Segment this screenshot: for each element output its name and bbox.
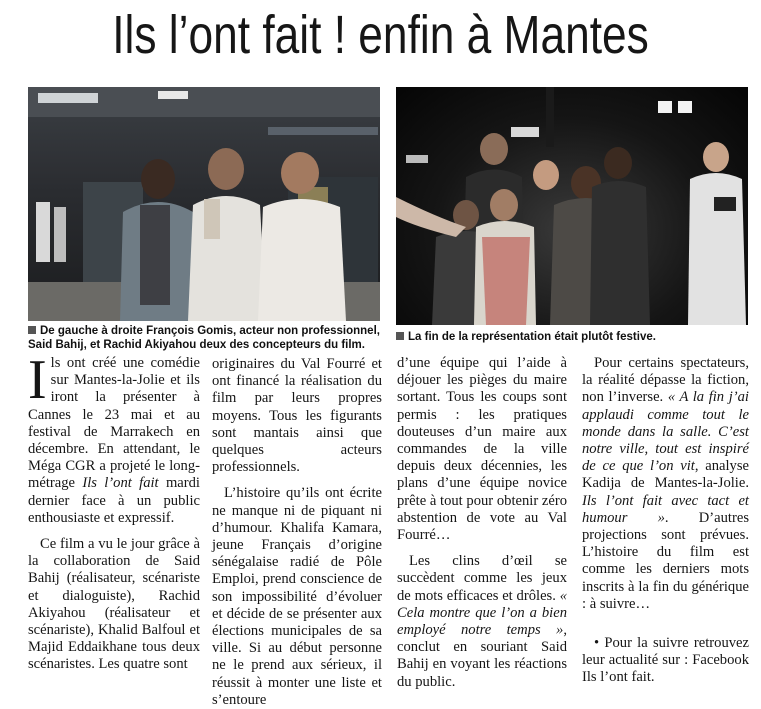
right-caption-text: La fin de la représentation était plutôt festive.	[408, 331, 656, 343]
paragraph-collaboration: Ce film a vu le jour grâce à la collaboration de Said Bahij (réalisateur, scénariste et dialoguiste), Rachid Akiyahou (réalisateur et scénariste), Khalid Balfoul et Majid Eddaikhane tous deux scénaristes. Les quatre sont	[28, 536, 200, 673]
winks-end: , conclut en souriant Said Bahij en voyant les réactions du public.	[397, 622, 567, 690]
paragraph-intro	[28, 349, 200, 527]
article-column-4	[582, 355, 749, 687]
left-caption-text: De gauche à droite François Gomis, acteur non professionnel, Said Bahij, et Rachid Akiyahou deux des concepteurs du film.	[28, 325, 380, 351]
spectators-mid: , analyse Kadija de Mantes-la-Jolie.	[582, 458, 749, 492]
kadija-quote-2: Ils l’ont fait avec tact et humour »	[582, 492, 749, 526]
paragraph-story: L’histoire qu’ils ont écrite ne manque ni de piquant ni d’humour. Khalifa Kamara, jeune Français d’origine sénégalaise radié de Pôle Emploi, prend conscience de son impossibilité d’évoluer et décide de se présenter aux élections municipales de sa ville. Si au début personne ne le prend aux sérieux, il réussit à monter une liste et s’entoure	[212, 485, 382, 708]
caption-bullet-square	[396, 332, 404, 340]
paragraph-spectators	[582, 355, 749, 613]
photo-three-men	[28, 87, 380, 321]
kadija-quote: « A la fin j’ai applaudi comme tout le monde dans la salle. C’est notre ville, tout est inspiré de ce que l’on vit	[582, 389, 749, 475]
article-column-3	[397, 355, 567, 691]
paragraph-facebook: • Pour la suivre retrouvez leur actualité sur : Facebook Ils l’ont fait.	[582, 635, 749, 686]
intro-text: ls ont créé une comédie sur Mantes-la-Jolie et ils iront la présenter à Cannes le 23 mai et au festival de Marrakech en décembre. En attendant, le Méga CGR a projeté le long-métrage	[28, 355, 200, 492]
left-photo-caption	[28, 324, 384, 352]
drop-cap: I	[28, 349, 47, 411]
right-photo-caption	[396, 330, 752, 344]
paragraph-team: d’une équipe qui l’aide à déjouer les pièges du maire sortant. Tous les coups sont permis : les pratiques douteuses d’un maire aux commandes de la ville depuis deux décennies, les plans d’une équipe novice prête à tout pour obtenir zéro abstention de vote au Val Fourré…	[397, 355, 567, 544]
bahij-quote: « Cela montre que l’on a bien employé notre temps »	[397, 587, 567, 639]
photo-festive-crowd	[396, 87, 748, 325]
headline: Ils l’ont fait ! enfin à Mantes	[112, 5, 649, 65]
paragraph-origins: originaires du Val Fourré et ont financé la réalisation du film par leurs propres moyens. Tous les figurants sont mantais ainsi que quelques acteurs professionnels.	[212, 356, 382, 476]
article-column-1	[28, 349, 200, 674]
paragraph-winks	[397, 553, 567, 691]
caption-bullet-square	[28, 326, 36, 334]
intro-end: mardi dernier face à un public enthousiaste et expressif.	[28, 475, 200, 526]
spectators-end: . D’autres projections sont prévues. L’histoire du film est comme les derniers mots inscrits à la fin du générique : à suivre…	[582, 509, 749, 612]
film-title: Ils l’ont fait	[82, 475, 159, 492]
article-column-2	[212, 356, 382, 709]
winks-text: Les clins d’œil se succèdent comme les jeux de mots efficaces et drôles.	[397, 553, 567, 604]
spectators-text: Pour certains spectateurs, la réalité dépasse la fiction, non l’inverse.	[582, 355, 749, 406]
